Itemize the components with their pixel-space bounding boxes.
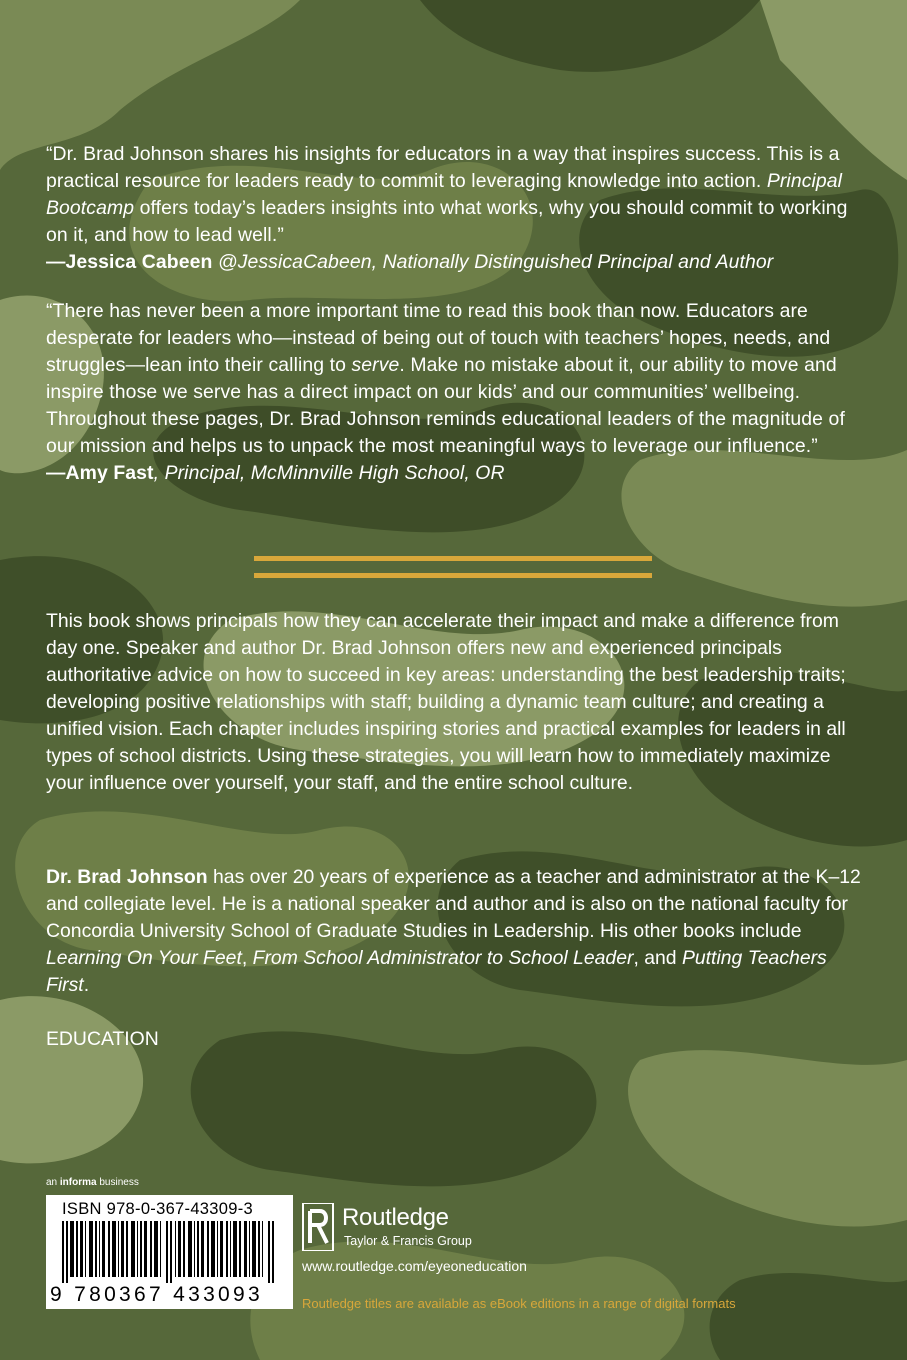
quote-text: “Dr. Brad Johnson shares his insights for educators in a way that inspires success. This is a practical resource for leaders ready to commit to leveraging knowledge into action.: [46, 143, 840, 192]
quote-emphasis: serve: [351, 354, 400, 376]
ebook-note: Routledge titles are available as eBook editions in a range of digital formats: [302, 1296, 736, 1311]
endorsement-quote: [46, 141, 866, 276]
book-title: Principal Bootcamp: [46, 170, 843, 219]
isbn-label: ISBN 978-0-367-43309-3: [62, 1200, 253, 1218]
divider-line: [254, 556, 652, 561]
attribution-dash: —: [46, 462, 66, 484]
routledge-logo-icon: [302, 1203, 334, 1251]
informa-tagline: [46, 1177, 139, 1188]
quote-text: offers today’s leaders insights into what works, why you should commit to working on it, and how to lead well.”: [46, 197, 848, 246]
isbn-barcode-box: [46, 1195, 293, 1309]
quote-text: “There has never been a more important time to read this book than now. Educators are desperate for leaders who—instead of being out of touch with teachers’ hopes, needs, and struggles—lean into their calling to: [46, 300, 831, 376]
bio-end: .: [83, 974, 90, 996]
isbn-digits: 9 780367 433093: [50, 1283, 263, 1306]
informa-suffix: business: [96, 1177, 139, 1188]
author-name: Dr. Brad Johnson: [46, 866, 208, 888]
quote-text: . Make no mistake about it, our ability to move and inspire those we serve has a direct impact on our kids’ and our communities’ wellbeing. Throughout these pages, Dr. Brad Johnson reminds educational leaders of the magnitude of our mission and helps us to unpack the most meaningful ways to leverage our influence.”: [46, 354, 845, 457]
bio-separator: , and: [633, 947, 682, 969]
other-book-title: Learning On Your Feet: [46, 947, 242, 969]
publisher-url: www.routledge.com/eyeoneducation: [302, 1258, 527, 1274]
category-label: EDUCATION: [46, 1028, 159, 1050]
other-book-title: From School Administrator to School Leader: [252, 947, 634, 969]
endorsement-quote: [46, 298, 866, 487]
publisher-group: Taylor & Francis Group: [344, 1234, 472, 1248]
informa-brand: informa: [59, 1177, 97, 1188]
quote-credit: @JessicaCabeen, Nationally Distinguished Principal and Author: [212, 251, 774, 273]
publisher-name: Routledge: [342, 1204, 449, 1231]
barcode-image: [62, 1221, 282, 1283]
quote-attribution: [46, 462, 505, 484]
quote-credit: , Principal, McMinnville High School, OR: [153, 462, 505, 484]
bio-text: has over 20 years of experience as a teacher and administrator at the K–12 and collegiate level. He is a national speaker and author and is also on the national faculty for Concordia University School of Graduate Studies in Leadership. His other books include: [46, 866, 861, 942]
informa-prefix: an: [46, 1177, 60, 1188]
attribution-dash: —: [46, 251, 66, 273]
book-description: This book shows principals how they can accelerate their impact and make a difference from day one. Speaker and author Dr. Brad Johnson offers new and experienced principals authoritative advice on how to succeed in key areas: understanding the best leadership traits; developing positive relationships with staff; building a dynamic team culture; and creating a unified vision. Each chapter includes inspiring stories and practical examples for leaders in all types of school districts. Using these strategies, you will learn how to immediately maximize your influence over yourself, your staff, and the entire school culture.: [46, 610, 846, 794]
author-bio: [46, 864, 866, 999]
other-book-title: Putting Teachers First: [46, 947, 827, 996]
quote-author: Amy Fast: [65, 462, 154, 484]
quote-attribution: [46, 251, 773, 273]
divider-line: [254, 573, 652, 578]
quote-author: Jessica Cabeen: [65, 251, 213, 273]
bio-separator: ,: [241, 947, 253, 969]
